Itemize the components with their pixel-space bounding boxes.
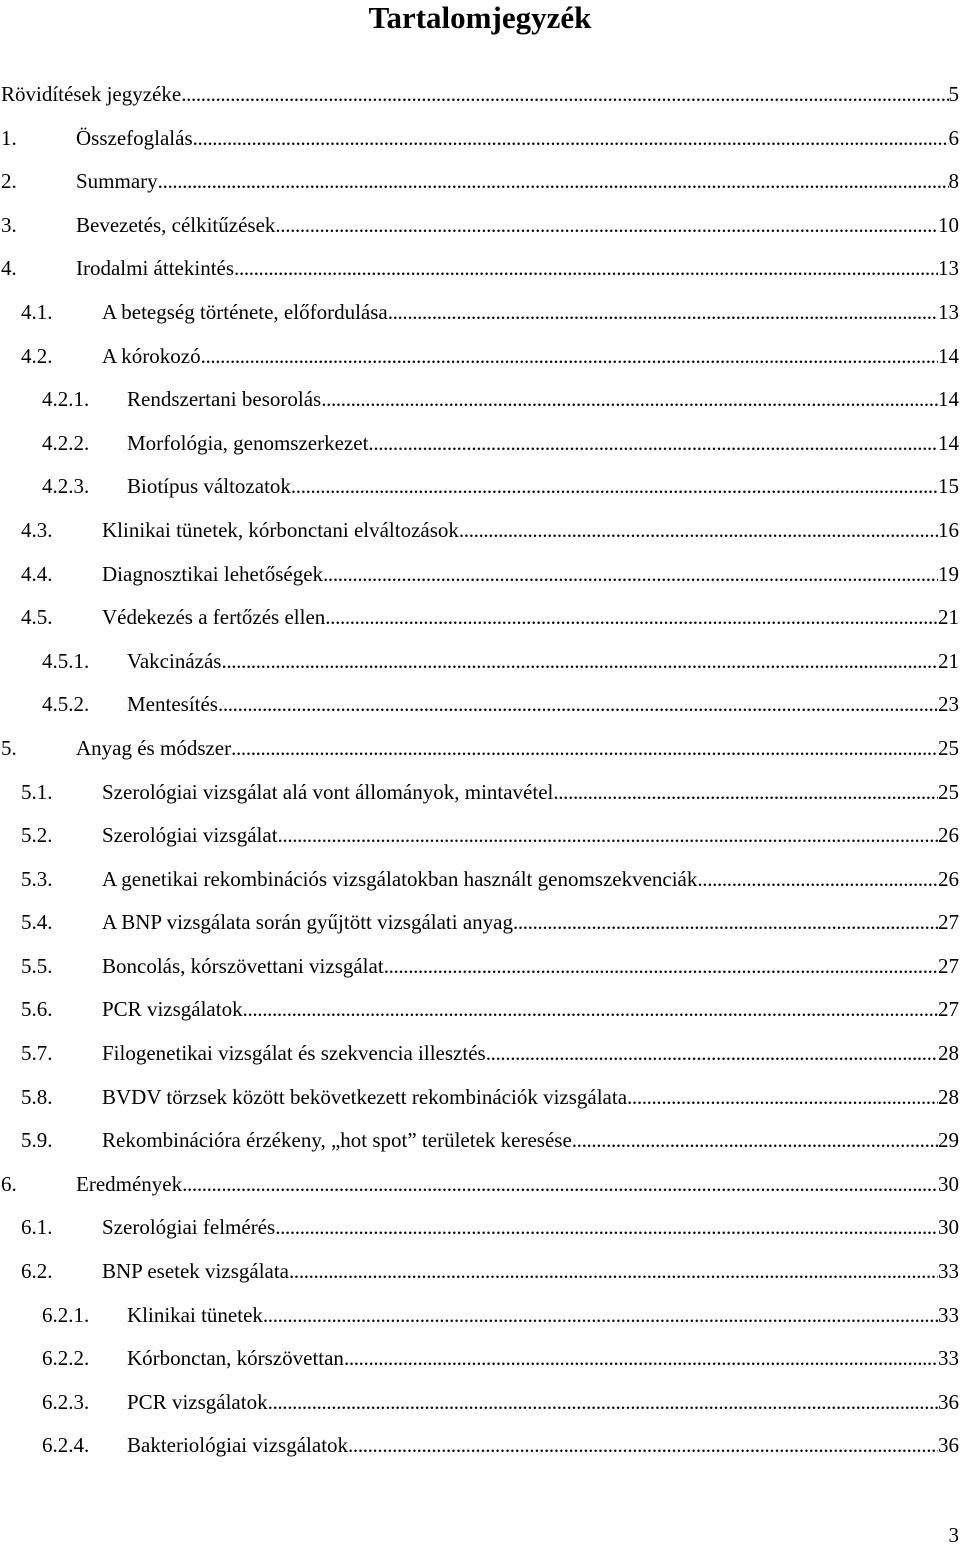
toc-entry-page: 13: [938, 256, 959, 281]
toc-entry-number: 4.2.3.: [42, 474, 90, 499]
toc-entry[interactable]: [0, 553, 960, 597]
toc-dot-leader: [459, 509, 938, 553]
toc-entry[interactable]: [0, 814, 960, 858]
toc-entry-number: 6.2.1.: [42, 1302, 90, 1327]
toc-entry-title: Bevezetés, célkitűzések: [76, 204, 275, 248]
toc-entry-title: Filogenetikai vizsgálat és szekvencia illesztés: [102, 1032, 486, 1076]
toc-entry-title: Bakteriológiai vizsgálatok: [127, 1424, 348, 1468]
toc-entry-number: 6.2.: [21, 1259, 53, 1284]
toc-entry-title: A BNP vizsgálata során gyűjtött vizsgálati anyag: [102, 901, 513, 945]
toc-entry-page: 27: [938, 997, 959, 1022]
toc-dot-leader: [263, 1294, 938, 1338]
toc-entry[interactable]: [0, 465, 960, 509]
toc-entry[interactable]: [0, 1337, 960, 1381]
toc-entry-title: Biotípus változatok: [127, 465, 291, 509]
toc-entry-page: 25: [938, 779, 959, 804]
toc-entry-title: Rendszertani besorolás: [127, 378, 321, 422]
toc-entry-title: Szerológiai vizsgálat alá vont állományok, mintavétel: [102, 771, 553, 815]
toc-entry[interactable]: [0, 1119, 960, 1163]
toc-entry[interactable]: [0, 640, 960, 684]
toc-entry[interactable]: [0, 988, 960, 1032]
toc-entry[interactable]: [0, 117, 960, 161]
toc-entry-page: 28: [938, 1041, 959, 1066]
toc-entry-title: Vakcinázás: [127, 640, 221, 684]
toc-entry[interactable]: [0, 73, 960, 117]
toc-dot-leader: [321, 378, 938, 422]
toc-entry-number: 2.: [1, 169, 17, 194]
toc-dot-leader: [627, 1076, 938, 1120]
toc-entry[interactable]: [0, 160, 960, 204]
toc-entry-title: Klinikai tünetek, kórbonctani elváltozások: [102, 509, 459, 553]
toc-entry[interactable]: [0, 509, 960, 553]
toc-entry[interactable]: [0, 945, 960, 989]
toc-entry-page: 13: [938, 299, 959, 324]
toc-entry-page: 8: [948, 169, 959, 194]
toc-entry-number: 6.2.3.: [42, 1389, 90, 1414]
toc-entry-page: 28: [938, 1084, 959, 1109]
toc-entry-number: 5.5.: [21, 953, 53, 978]
table-of-contents: [0, 73, 960, 1468]
toc-entry[interactable]: [0, 1381, 960, 1425]
toc-dot-leader: [275, 1206, 938, 1250]
toc-entry[interactable]: [0, 1424, 960, 1468]
toc-entry-number: 4.3.: [21, 517, 53, 542]
toc-entry-number: 3.: [1, 212, 17, 237]
toc-dot-leader: [291, 465, 938, 509]
toc-entry-page: 33: [938, 1346, 959, 1371]
toc-entry[interactable]: [0, 901, 960, 945]
toc-entry-title: Rövidítések jegyzéke: [1, 73, 181, 117]
toc-dot-leader: [368, 422, 938, 466]
toc-entry-number: 5.7.: [21, 1041, 53, 1066]
toc-entry-page: 21: [938, 648, 959, 673]
toc-entry-title: Summary: [76, 160, 158, 204]
toc-dot-leader: [231, 727, 938, 771]
toc-entry-number: 5.2.: [21, 823, 53, 848]
toc-dot-leader: [278, 814, 938, 858]
toc-dot-leader: [193, 117, 949, 161]
toc-entry[interactable]: [0, 1076, 960, 1120]
toc-entry-number: 5.9.: [21, 1128, 53, 1153]
toc-entry-title: Kórbonctan, kórszövettan: [127, 1337, 344, 1381]
toc-entry-number: 6.2.2.: [42, 1346, 90, 1371]
toc-dot-leader: [182, 1163, 938, 1207]
toc-entry-page: 30: [938, 1171, 959, 1196]
toc-dot-leader: [201, 335, 938, 379]
toc-entry[interactable]: [0, 1294, 960, 1338]
toc-entry-number: 4.5.1.: [42, 648, 90, 673]
toc-entry[interactable]: [0, 1250, 960, 1294]
toc-entry-page: 14: [938, 430, 959, 455]
toc-dot-leader: [572, 1119, 938, 1163]
toc-dot-leader: [344, 1337, 938, 1381]
toc-entry[interactable]: [0, 1206, 960, 1250]
toc-dot-leader: [323, 553, 938, 597]
toc-entry-page: 26: [938, 866, 959, 891]
toc-dot-leader: [325, 596, 938, 640]
toc-entry-number: 4.4.: [21, 561, 53, 586]
toc-entry-page: 29: [938, 1128, 959, 1153]
toc-dot-leader: [348, 1424, 938, 1468]
toc-entry-title: PCR vizsgálatok: [127, 1381, 268, 1425]
toc-entry-title: BNP esetek vizsgálata: [102, 1250, 289, 1294]
toc-dot-leader: [388, 291, 938, 335]
toc-dot-leader: [268, 1381, 938, 1425]
toc-entry-title: Anyag és módszer: [76, 727, 231, 771]
toc-entry-page: 6: [948, 125, 959, 150]
toc-entry-number: 4.5.2.: [42, 692, 90, 717]
toc-entry-title: Klinikai tünetek: [127, 1294, 263, 1338]
toc-entry[interactable]: [0, 1032, 960, 1076]
toc-entry-page: 21: [938, 605, 959, 630]
toc-dot-leader: [486, 1032, 938, 1076]
toc-entry-page: 30: [938, 1215, 959, 1240]
toc-dot-leader: [289, 1250, 938, 1294]
toc-entry-number: 6.: [1, 1171, 17, 1196]
toc-entry-number: 6.2.4.: [42, 1433, 90, 1458]
toc-entry-page: 14: [938, 387, 959, 412]
toc-entry-title: Eredmények: [76, 1163, 182, 1207]
toc-entry-page: 36: [938, 1389, 959, 1414]
page-title: Tartalomjegyzék: [368, 0, 592, 35]
toc-entry-number: 4.1.: [21, 299, 53, 324]
toc-entry[interactable]: [0, 291, 960, 335]
toc-entry-number: 4.: [1, 256, 17, 281]
toc-entry-number: 4.5.: [21, 605, 53, 630]
toc-entry-number: 5.4.: [21, 910, 53, 935]
toc-entry[interactable]: [0, 247, 960, 291]
toc-entry[interactable]: [0, 727, 960, 771]
toc-entry[interactable]: [0, 596, 960, 640]
toc-entry-number: 5.1.: [21, 779, 53, 804]
toc-entry-title: A genetikai rekombinációs vizsgálatokban használt genomszekvenciák: [102, 858, 697, 902]
toc-entry-page: 27: [938, 910, 959, 935]
toc-entry-title: Mentesítés: [127, 683, 218, 727]
toc-entry-title: Védekezés a fertőzés ellen: [102, 596, 325, 640]
toc-entry-title: BVDV törzsek között bekövetkezett rekombinációk vizsgálata: [102, 1076, 627, 1120]
toc-entry-page: 33: [938, 1302, 959, 1327]
toc-entry-number: 6.1.: [21, 1215, 53, 1240]
toc-entry-title: Szerológiai vizsgálat: [102, 814, 278, 858]
toc-dot-leader: [221, 640, 938, 684]
toc-entry-page: 23: [938, 692, 959, 717]
toc-entry-number: 5.: [1, 735, 17, 760]
toc-entry-number: 5.6.: [21, 997, 53, 1022]
toc-entry-number: 4.2.1.: [42, 387, 90, 412]
toc-dot-leader: [513, 901, 938, 945]
toc-dot-leader: [181, 73, 948, 117]
toc-entry[interactable]: [0, 422, 960, 466]
toc-entry[interactable]: [0, 378, 960, 422]
toc-entry-title: Szerológiai felmérés: [102, 1206, 275, 1250]
toc-entry-title: Diagnosztikai lehetőségek: [102, 553, 323, 597]
toc-dot-leader: [553, 771, 938, 815]
toc-entry-number: 4.2.2.: [42, 430, 90, 455]
toc-entry[interactable]: [0, 683, 960, 727]
toc-entry-title: Összefoglalás: [76, 117, 193, 161]
toc-entry-page: 36: [938, 1433, 959, 1458]
toc-entry-page: 27: [938, 953, 959, 978]
toc-entry-page: 10: [938, 212, 959, 237]
toc-entry-title: PCR vizsgálatok: [102, 988, 243, 1032]
toc-entry-number: 5.3.: [21, 866, 53, 891]
toc-entry-title: A kórokozó: [102, 335, 201, 379]
page-number: 3: [948, 1523, 959, 1547]
toc-entry[interactable]: [0, 858, 960, 902]
toc-dot-leader: [384, 945, 938, 989]
toc-dot-leader: [158, 160, 949, 204]
toc-entry[interactable]: [0, 771, 960, 815]
toc-entry-title: Irodalmi áttekintés: [76, 247, 234, 291]
toc-entry-number: 4.2.: [21, 343, 53, 368]
toc-entry-number: 5.8.: [21, 1084, 53, 1109]
toc-entry[interactable]: [0, 204, 960, 248]
toc-entry-page: 25: [938, 735, 959, 760]
toc-dot-leader: [234, 247, 938, 291]
toc-entry-title: Boncolás, kórszövettani vizsgálat: [102, 945, 384, 989]
toc-entry-page: 5: [948, 82, 959, 106]
toc-entry-page: 33: [938, 1259, 959, 1284]
toc-entry-number: 1.: [1, 125, 17, 150]
toc-entry-page: 15: [938, 474, 959, 499]
toc-dot-leader: [218, 683, 938, 727]
toc-dot-leader: [697, 858, 938, 902]
toc-entry-page: 14: [938, 343, 959, 368]
toc-entry[interactable]: [0, 335, 960, 379]
toc-entry-page: 16: [938, 517, 959, 542]
toc-entry[interactable]: [0, 1163, 960, 1207]
toc-entry-title: Rekombinációra érzékeny, „hot spot” területek keresése: [102, 1119, 572, 1163]
toc-entry-title: Morfológia, genomszerkezet: [127, 422, 368, 466]
toc-dot-leader: [243, 988, 938, 1032]
toc-entry-page: 26: [938, 823, 959, 848]
toc-dot-leader: [275, 204, 938, 248]
toc-entry-title: A betegség története, előfordulása: [102, 291, 388, 335]
toc-entry-page: 19: [938, 561, 959, 586]
